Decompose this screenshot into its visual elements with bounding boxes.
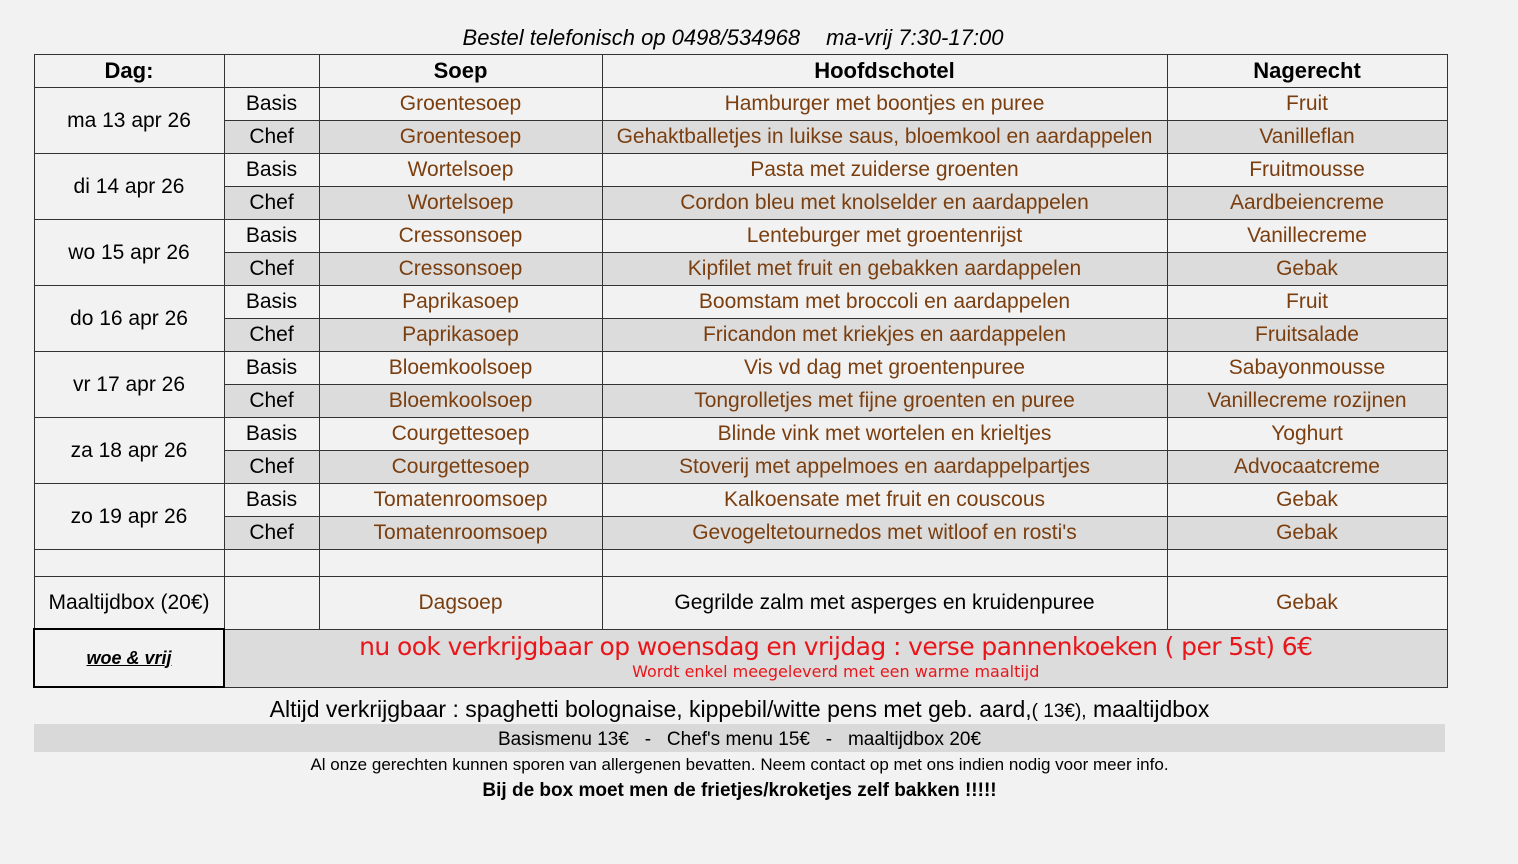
- menu-row-basis: [34, 88, 1447, 121]
- dessert-cell: Fruit: [1167, 88, 1447, 121]
- day-label: za 18 apr 26: [34, 418, 224, 484]
- opening-hours: ma-vrij 7:30-17:00: [826, 25, 1004, 50]
- dessert-cell: Yoghurt: [1167, 418, 1447, 451]
- weekly-menu-table: [33, 54, 1448, 688]
- menu-row-basis: [34, 484, 1447, 517]
- day-label: vr 17 apr 26: [34, 352, 224, 418]
- menu-row-basis: [34, 220, 1447, 253]
- promo-main-text: nu ook verkrijgbaar op woensdag en vrijdag : verse pannenkoeken ( per 5st) 6€: [359, 631, 1313, 661]
- promo-row: [34, 629, 1447, 687]
- menu-type: Chef: [224, 517, 319, 550]
- main-dish-cell: Lenteburger met groentenrijst: [602, 220, 1167, 253]
- menu-type: Basis: [224, 484, 319, 517]
- menu-type: Basis: [224, 352, 319, 385]
- menu-type: Chef: [224, 187, 319, 220]
- soup-cell: Wortelsoep: [319, 187, 602, 220]
- promo-cell: [224, 629, 1447, 687]
- main-dish-cell: Kalkoensate met fruit en couscous: [602, 484, 1167, 517]
- always-end-text: maaltijdbox: [1086, 696, 1210, 722]
- table-header-row: [34, 55, 1447, 88]
- header-dessert: Nagerecht: [1167, 55, 1447, 88]
- dessert-cell: Fruitmousse: [1167, 154, 1447, 187]
- dessert-cell: Gebak: [1167, 484, 1447, 517]
- soup-cell: Tomatenroomsoep: [319, 484, 602, 517]
- menu-row-chef: [34, 121, 1447, 154]
- dessert-cell: Fruitsalade: [1167, 319, 1447, 352]
- order-phone-text: Bestel telefonisch op 0498/534968: [462, 25, 801, 50]
- spacer-row: [34, 550, 1447, 577]
- menu-row-basis: [34, 154, 1447, 187]
- menu-type: Basis: [224, 286, 319, 319]
- always-main-text: Altijd verkrijgbaar : spaghetti bolognaise, kippebil/witte pens met geb. aard,: [269, 696, 1032, 722]
- main-dish-cell: Hamburger met boontjes en puree: [602, 88, 1167, 121]
- menu-row-chef: [34, 451, 1447, 484]
- menu-row-basis: [34, 286, 1447, 319]
- order-info: [0, 24, 1466, 52]
- dessert-cell: Gebak: [1167, 517, 1447, 550]
- day-label: di 14 apr 26: [34, 154, 224, 220]
- header-soup: Soep: [319, 55, 602, 88]
- menu-type: Chef: [224, 121, 319, 154]
- dessert-cell: Fruit: [1167, 286, 1447, 319]
- promo-label: woe & vrij: [34, 629, 224, 687]
- dessert-cell: Vanilleflan: [1167, 121, 1447, 154]
- main-dish-cell: Boomstam met broccoli en aardappelen: [602, 286, 1167, 319]
- main-dish-cell: Blinde vink met wortelen en krieltjes: [602, 418, 1167, 451]
- day-label: zo 19 apr 26: [34, 484, 224, 550]
- main-dish-cell: Kipfilet met fruit en gebakken aardappelen: [602, 253, 1167, 286]
- dessert-cell: Gebak: [1167, 253, 1447, 286]
- main-dish-cell: Gehaktballetjes in luikse saus, bloemkool en aardappelen: [602, 121, 1167, 154]
- soup-cell: Groentesoep: [319, 121, 602, 154]
- day-label: ma 13 apr 26: [34, 88, 224, 154]
- header-main: Hoofdschotel: [602, 55, 1167, 88]
- soup-cell: Paprikasoep: [319, 286, 602, 319]
- promo-sub-text: Wordt enkel meegeleverd met een warme maaltijd: [632, 661, 1040, 681]
- menu-row-basis: [34, 418, 1447, 451]
- dessert-cell: Vanillecreme: [1167, 220, 1447, 253]
- menu-row-basis: [34, 352, 1447, 385]
- box-soup: Dagsoep: [319, 577, 602, 630]
- menu-row-chef: [34, 319, 1447, 352]
- menu-row-chef: [34, 517, 1447, 550]
- menu-type: Basis: [224, 418, 319, 451]
- header-type: [224, 55, 319, 88]
- box-label: Maaltijdbox (20€): [34, 577, 224, 630]
- main-dish-cell: Gevogeltetournedos met witloof en rosti's: [602, 517, 1167, 550]
- price-bar: [34, 724, 1445, 752]
- dessert-cell: Sabayonmousse: [1167, 352, 1447, 385]
- main-dish-cell: Tongrolletjes met fijne groenten en puree: [602, 385, 1167, 418]
- menu-type: Basis: [224, 154, 319, 187]
- menu-row-chef: [34, 385, 1447, 418]
- always-available: [33, 694, 1446, 724]
- menu-type: Chef: [224, 451, 319, 484]
- dessert-cell: Aardbeiencreme: [1167, 187, 1447, 220]
- soup-cell: Courgettesoep: [319, 451, 602, 484]
- menu-type: Chef: [224, 385, 319, 418]
- main-dish-cell: Stoverij met appelmoes en aardappelpartjes: [602, 451, 1167, 484]
- soup-cell: Bloemkoolsoep: [319, 385, 602, 418]
- day-label: wo 15 apr 26: [34, 220, 224, 286]
- soup-cell: Cressonsoep: [319, 220, 602, 253]
- soup-cell: Cressonsoep: [319, 253, 602, 286]
- soup-cell: Groentesoep: [319, 88, 602, 121]
- main-dish-cell: Fricandon met kriekjes en aardappelen: [602, 319, 1167, 352]
- day-label: do 16 apr 26: [34, 286, 224, 352]
- always-price-text: ( 13€),: [1031, 701, 1087, 722]
- menu-body: [34, 88, 1447, 688]
- soup-cell: Bloemkoolsoep: [319, 352, 602, 385]
- box-main: Gegrilde zalm met asperges en kruidenpuree: [602, 577, 1167, 630]
- box-row: [34, 577, 1447, 630]
- header-day: Dag:: [34, 55, 224, 88]
- menu-row-chef: [34, 253, 1447, 286]
- main-dish-cell: Pasta met zuiderse groenten: [602, 154, 1167, 187]
- menu-type: Basis: [224, 220, 319, 253]
- menu-type: Basis: [224, 88, 319, 121]
- box-dessert: Gebak: [1167, 577, 1447, 630]
- dessert-cell: Vanillecreme rozijnen: [1167, 385, 1447, 418]
- price-text: Basismenu 13€ - Chef's menu 15€ - maaltijdbox 20€: [497, 729, 982, 750]
- menu-type: Chef: [224, 253, 319, 286]
- menu-type: Chef: [224, 319, 319, 352]
- menu-row-chef: [34, 187, 1447, 220]
- soup-cell: Courgettesoep: [319, 418, 602, 451]
- main-dish-cell: Vis vd dag met groentenpuree: [602, 352, 1167, 385]
- allergen-note: Al onze gerechten kunnen sporen van allergenen bevatten. Neem contact op met ons indien nodig voor meer info.: [310, 755, 1169, 774]
- soup-cell: Paprikasoep: [319, 319, 602, 352]
- fries-note: Bij de box moet men de frietjes/kroketjes zelf bakken !!!!!: [482, 780, 997, 801]
- dessert-cell: Advocaatcreme: [1167, 451, 1447, 484]
- soup-cell: Wortelsoep: [319, 154, 602, 187]
- soup-cell: Tomatenroomsoep: [319, 517, 602, 550]
- main-dish-cell: Cordon bleu met knolselder en aardappelen: [602, 187, 1167, 220]
